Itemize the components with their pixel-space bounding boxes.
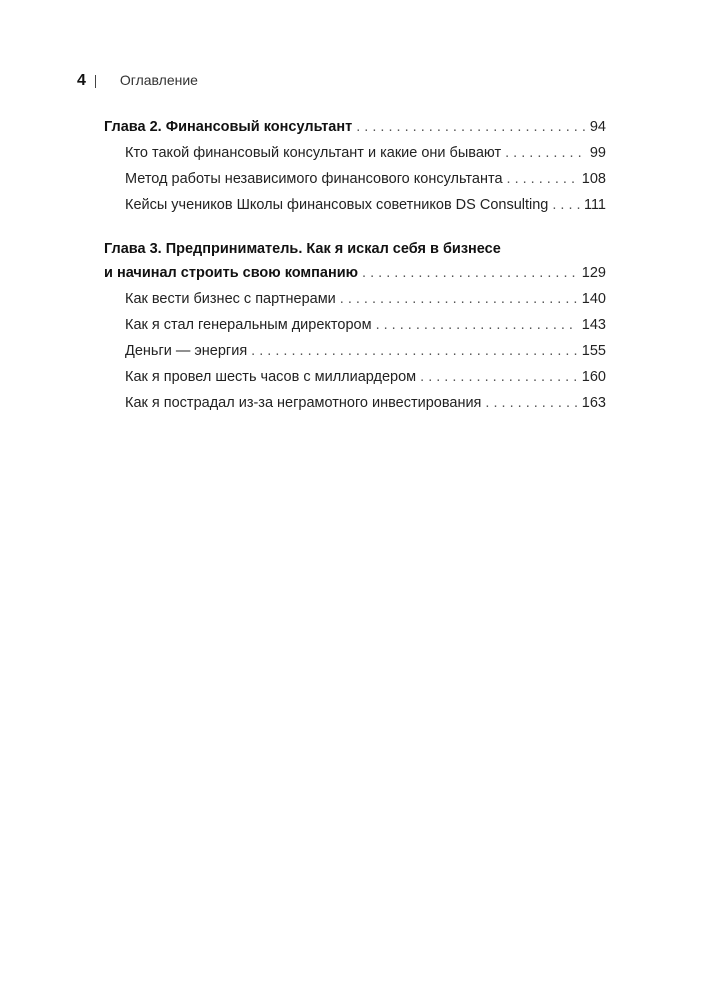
toc-chapter-heading[interactable]: [104, 114, 606, 140]
dot-leader: [507, 166, 578, 192]
toc-item[interactable]: [104, 166, 606, 192]
toc-item-title: Как я стал генеральным директором: [125, 317, 372, 333]
toc-page-number: 108: [581, 171, 606, 187]
toc-page-number: 163: [581, 395, 606, 411]
dot-leader: [505, 140, 586, 166]
page-header: [77, 72, 198, 90]
toc-item[interactable]: [104, 140, 606, 166]
toc-page-number: 111: [583, 197, 606, 213]
toc-item-title: Как я пострадал из-за неграмотного инвестирования: [125, 395, 482, 411]
toc-page-number: 140: [581, 291, 606, 307]
toc-page-number: 94: [589, 119, 606, 135]
toc-item-title: Метод работы независимого финансового консультанта: [125, 171, 503, 187]
toc-item-title: Кейсы учеников Школы финансовых советников DS Consulting: [125, 197, 549, 213]
toc-page-number: 155: [581, 343, 606, 359]
toc-item-title: Кто такой финансовый консультант и какие они бывают: [125, 145, 502, 161]
dot-leader: [340, 286, 578, 312]
toc-chapter-title: Глава 2. Финансовый консультант: [104, 119, 353, 135]
toc-chapter-2: [104, 114, 606, 218]
toc-item[interactable]: [104, 312, 606, 338]
toc-item-title: Как я провел шесть часов с миллиардером: [125, 369, 417, 385]
toc-item[interactable]: [104, 364, 606, 390]
running-title: Оглавление: [119, 72, 198, 88]
toc-item-title: Деньги — энергия: [125, 343, 248, 359]
dot-leader: [362, 260, 578, 286]
table-of-contents: [104, 114, 606, 436]
dot-leader: [552, 192, 580, 218]
toc-item[interactable]: [104, 390, 606, 416]
dot-leader: [251, 338, 578, 364]
toc-item[interactable]: [104, 338, 606, 364]
toc-chapter-title: и начинал строить свою компанию: [104, 265, 359, 281]
toc-chapter-title-line[interactable]: Глава 3. Предприниматель. Как я искал себя в бизнесе: [104, 241, 501, 257]
toc-chapter-heading[interactable]: [104, 260, 606, 286]
toc-item-title: Как вести бизнес с партнерами: [125, 291, 336, 307]
dot-leader: [356, 114, 586, 140]
toc-page-number: 143: [581, 317, 606, 333]
toc-page-number: 129: [581, 265, 606, 281]
dot-leader: [420, 364, 578, 390]
toc-page-number: 160: [581, 369, 606, 385]
page-number: 4: [77, 72, 86, 89]
dot-leader: [485, 390, 577, 416]
toc-item[interactable]: [104, 286, 606, 312]
toc-item[interactable]: [104, 192, 606, 218]
toc-page-number: 99: [589, 145, 606, 161]
header-divider: [95, 75, 96, 88]
toc-chapter-3: [104, 238, 606, 416]
dot-leader: [376, 312, 578, 338]
